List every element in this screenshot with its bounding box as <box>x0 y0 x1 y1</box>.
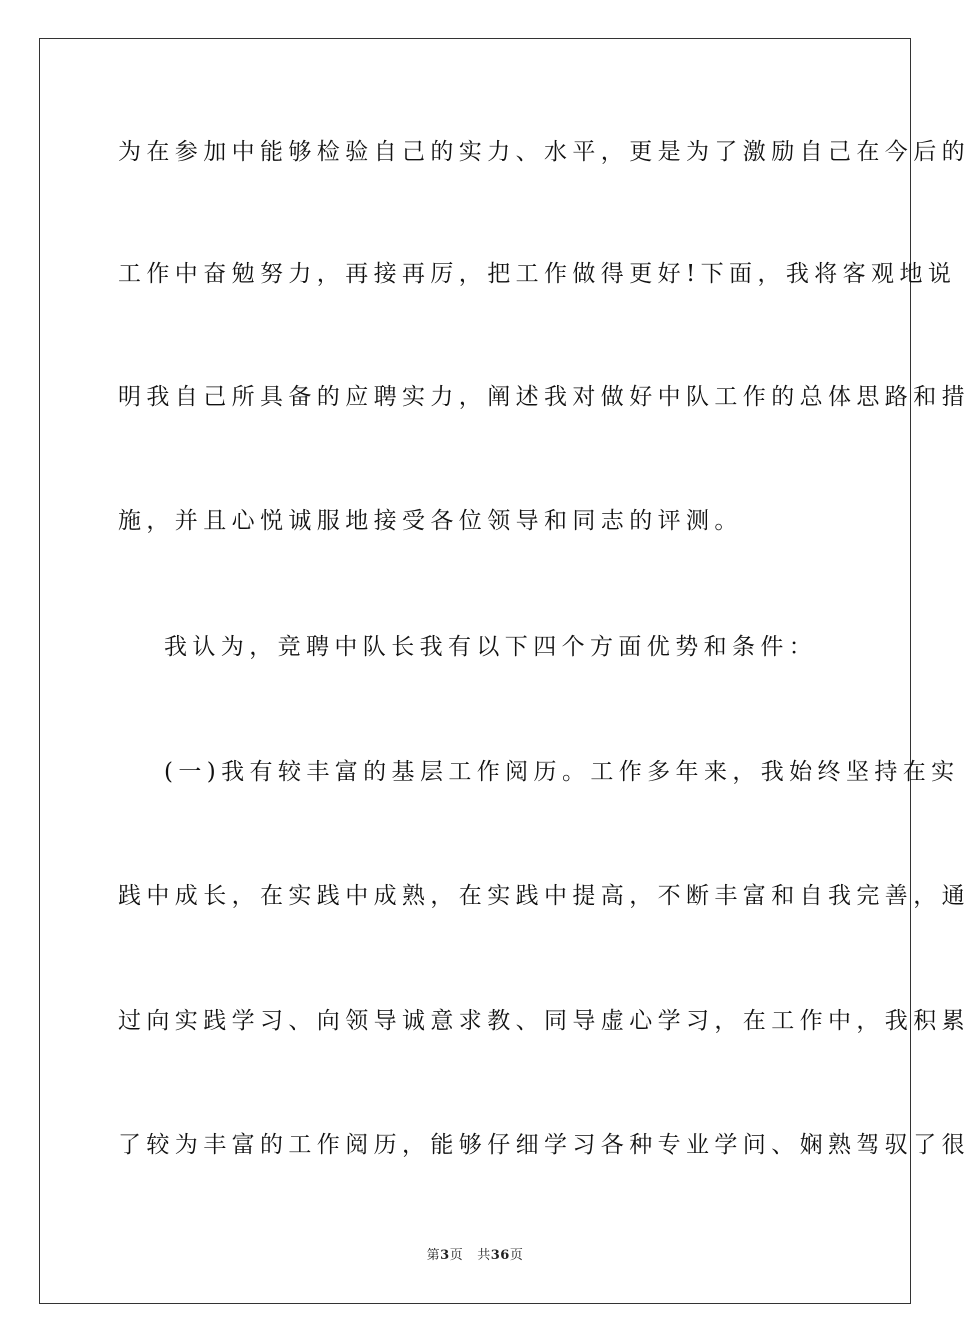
paragraph-line: 为在参加中能够检验自己的实力、水平，更是为了激励自己在今后的 <box>118 139 970 165</box>
total-pages: 36 <box>490 1248 510 1263</box>
paragraph-line: 过向实践学习、向领导诚意求教、同导虚心学习，在工作中，我积累 <box>118 1008 970 1034</box>
paragraph-line: 我认为，竞聘中队长我有以下四个方面优势和条件： <box>164 634 818 660</box>
paragraph-line: (一)我有较丰富的基层工作阅历。工作多年来，我始终坚持在实 <box>164 759 960 785</box>
page-number: 3 <box>440 1248 450 1263</box>
total-suffix: 页 <box>509 1248 524 1263</box>
paragraph-line: 明我自己所具备的应聘实力，阐述我对做好中队工作的总体思路和措 <box>118 384 970 410</box>
paragraph-line: 了较为丰富的工作阅历，能够仔细学习各种专业学问、娴熟驾驭了很 <box>118 1132 970 1158</box>
paragraph-line: 施，并且心悦诚服地接受各位领导和同志的评测。 <box>118 508 743 534</box>
total-prefix: 共 <box>477 1248 491 1263</box>
page-prefix: 第 <box>426 1248 441 1263</box>
paragraph-line: 践中成长，在实践中成熟，在实践中提高，不断丰富和自我完善，通 <box>118 883 970 909</box>
page-footer <box>0 1247 950 1265</box>
page-border <box>39 38 970 1304</box>
page-suffix: 页 <box>449 1248 464 1263</box>
paragraph-line: 工作中奋勉努力，再接再厉，把工作做得更好!下面，我将客观地说 <box>118 261 957 287</box>
